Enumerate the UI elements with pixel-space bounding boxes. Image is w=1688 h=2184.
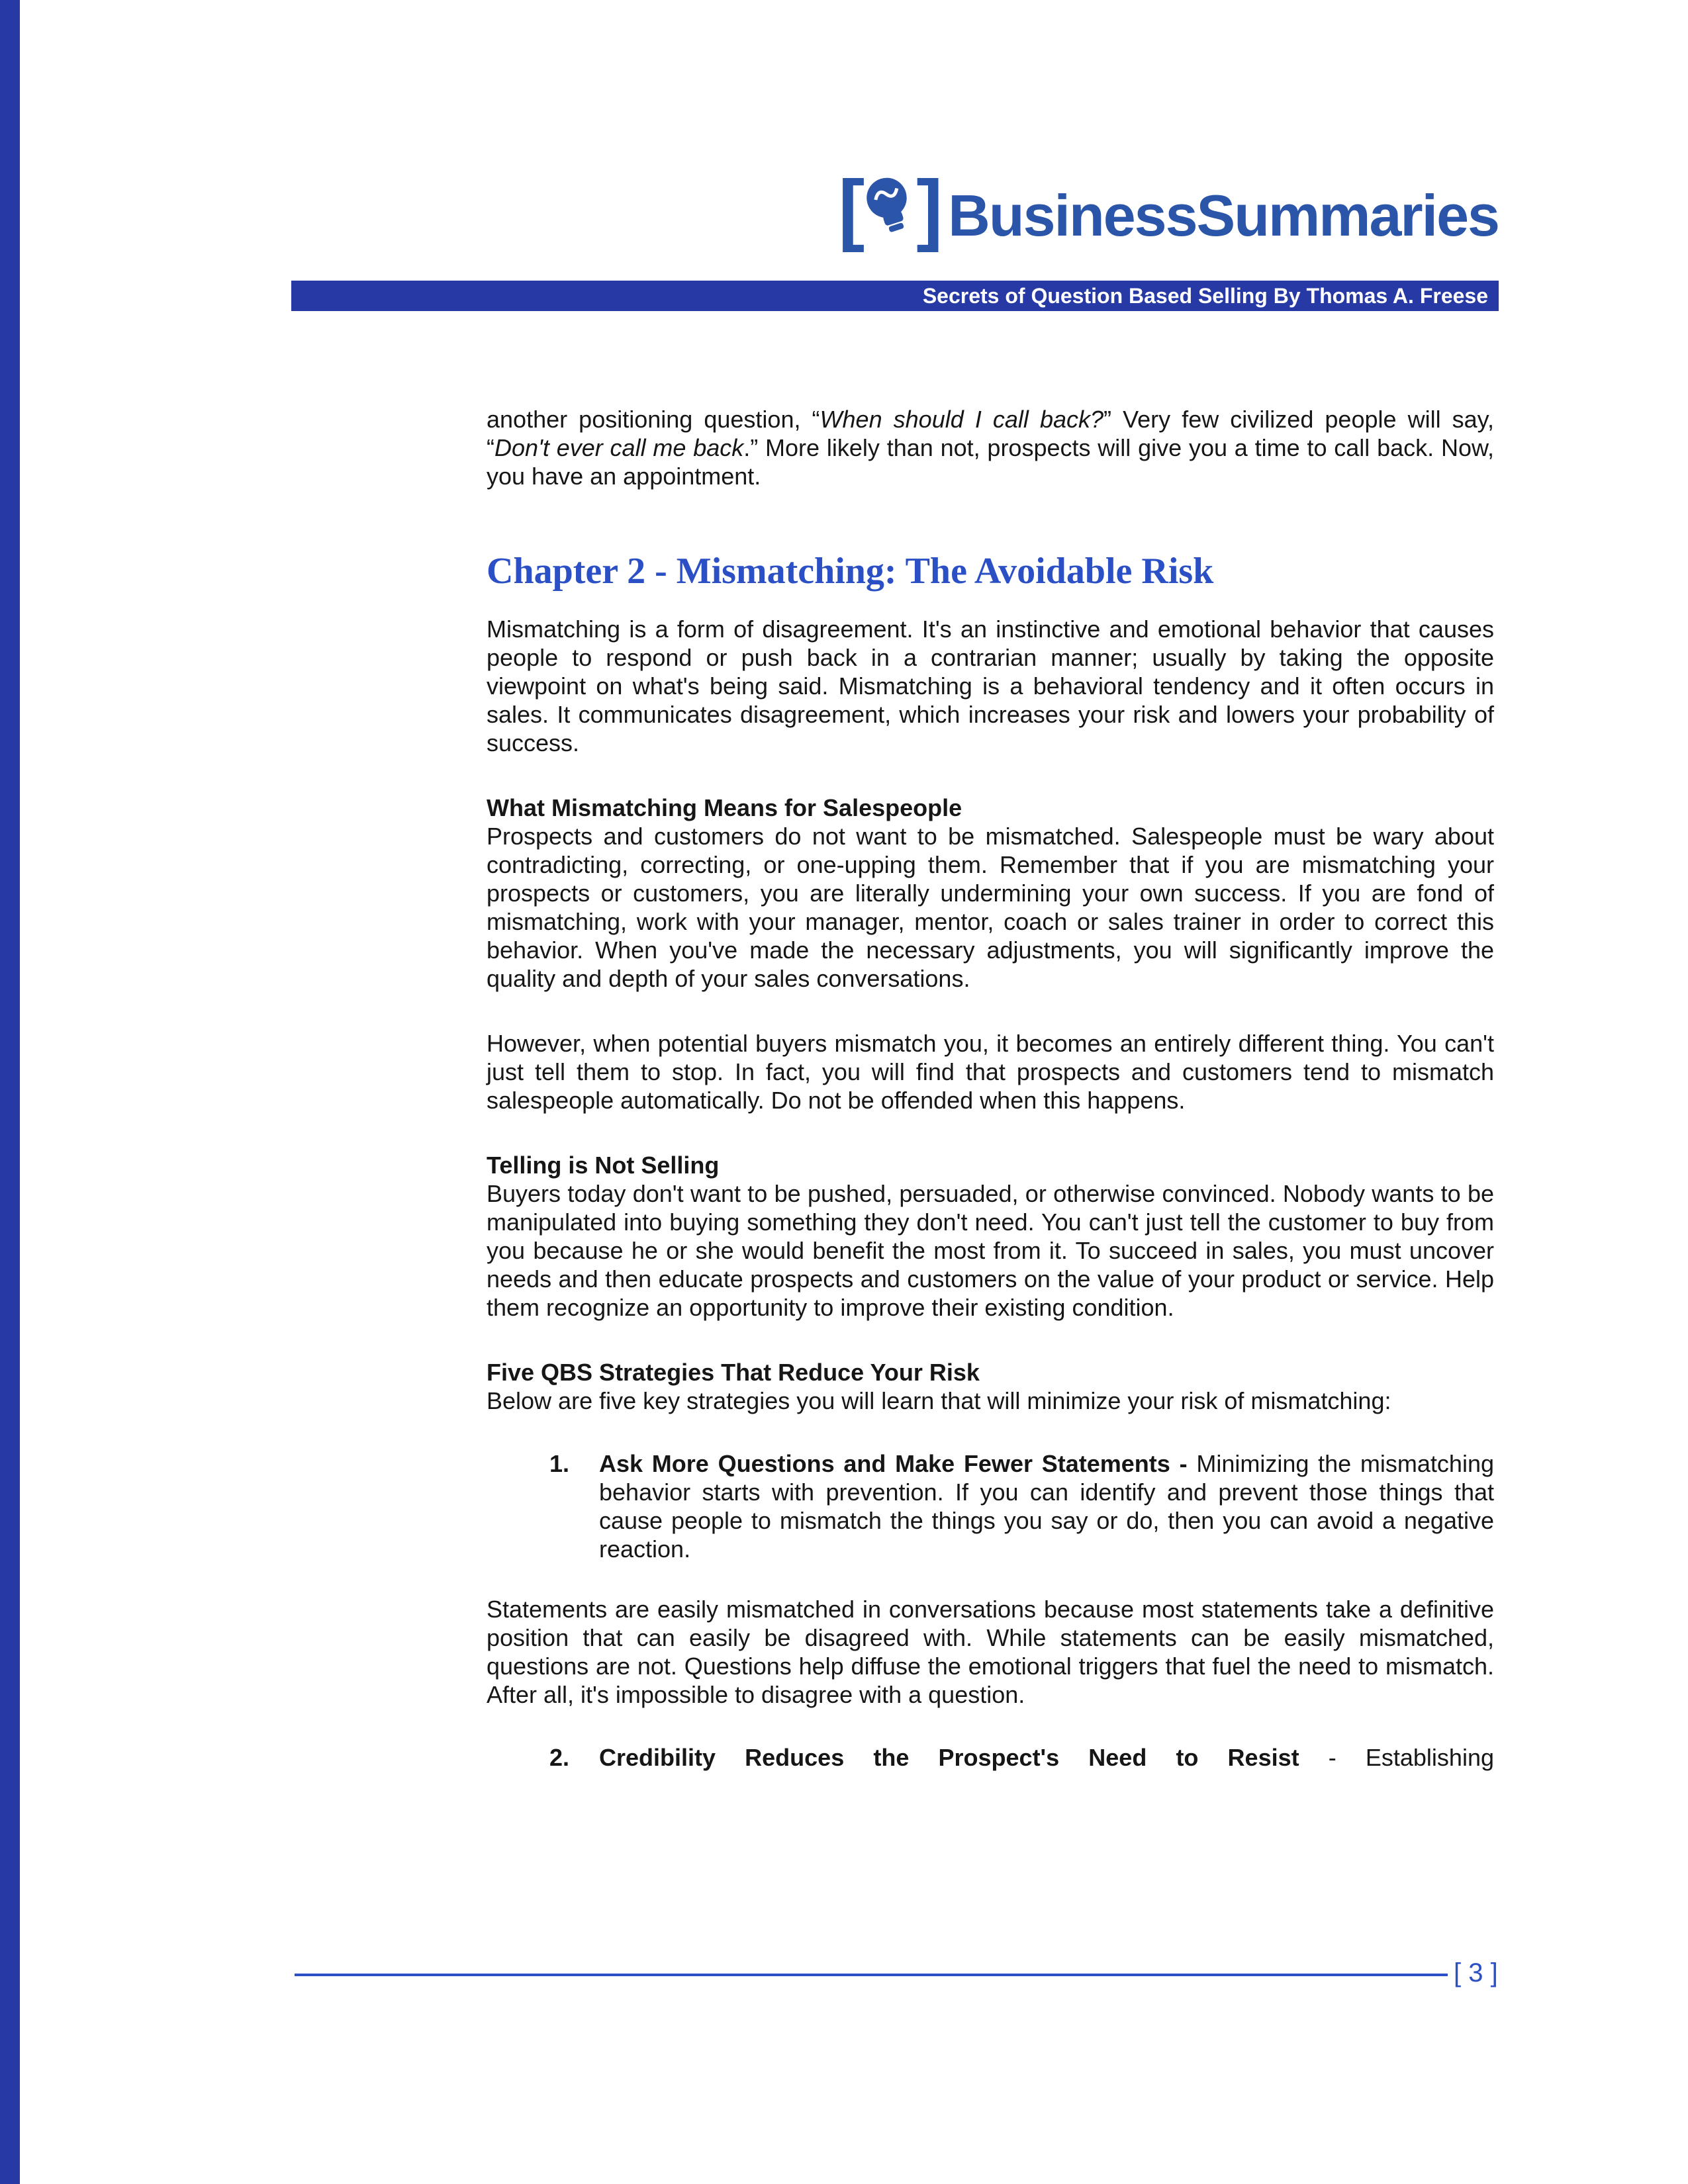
list-item-1-number: 1. bbox=[549, 1449, 570, 1477]
list-item-2-text bbox=[599, 1743, 1494, 1772]
header-bar bbox=[291, 281, 1499, 311]
salespeople-paragraph-1: Prospects and customers do not want to be mismatched. Salespeople must be wary about contradicting, correcting, or one-upping them. Remember that if you are mismatching your prospects or customers, you are literally undermining your own success. If you are fond of mismatching, work with your manager, mentor, coach or sales trainer in order to correct this behavior. When you've made the necessary adjustments, you will significantly improve the quality and depth of your sales conversations. bbox=[487, 822, 1494, 992]
subheading-what-mismatching-means: What Mismatching Means for Salespeople bbox=[487, 794, 962, 821]
brand-name: BusinessSummaries bbox=[948, 182, 1499, 248]
list-item-2-lead: Credibility Reduces the Prospect's Need to Resist bbox=[599, 1743, 1329, 1771]
logo-bracket-left: [ bbox=[838, 164, 865, 253]
logo-bracket-right: ] bbox=[916, 164, 943, 253]
subheading-five-qbs-strategies: Five QBS Strategies That Reduce Your Risk bbox=[487, 1358, 980, 1386]
salespeople-paragraph-2: However, when potential buyers mismatch you, it becomes an entirely different thing. You can't just tell them to stop. In fact, you will find that prospects and customers tend to mismatch salespeople automatically. Do not be offended when this happens. bbox=[487, 1029, 1494, 1114]
list-item-1 bbox=[487, 1449, 1494, 1563]
intro-text-2: ” Very few civilized people will say, “ bbox=[487, 406, 1495, 461]
telling-paragraph: Buyers today don't want to be pushed, persuaded, or otherwise convinced. Nobody wants to be manipulated into buying something they don't need. You can't just tell the customer to buy from you because he or she would benefit the most from it. To succeed in sales, you must uncover needs and then educate prospects and customers on the value of your product or service. Help them recognize an opportunity to improve their existing condition. bbox=[487, 1179, 1494, 1321]
lightbulb-icon bbox=[862, 172, 919, 246]
intro-text-3: .” More likely than not, prospects will give you a time to call back. Now, you have an appointment. bbox=[487, 434, 1494, 490]
list-item-1-continuation: Statements are easily mismatched in conversations because most statements take a definitive position that can easily be disagreed with. While statements can be easily mismatched, questions are not. Questions help diffuse the emotional triggers that fuel the need to mismatch. After all, it's impossible to disagree with a question. bbox=[487, 1595, 1494, 1708]
header-bar-title: Secrets of Question Based Selling By Thomas A. Freese bbox=[922, 284, 1488, 308]
page-number: [ 3 ] bbox=[1454, 1958, 1498, 1987]
list-item-2-number: 2. bbox=[549, 1743, 570, 1771]
intro-quote-2: Don't ever call me back bbox=[494, 434, 744, 461]
footer-rule bbox=[295, 1974, 1448, 1976]
list-item-1-lead: Ask More Questions and Make Fewer Statements - bbox=[599, 1449, 1197, 1477]
list-item-2 bbox=[487, 1743, 1494, 1772]
five-strategies-paragraph: Below are five key strategies you will learn that will minimize your risk of mismatching: bbox=[487, 1387, 1391, 1414]
intro-quote-1: When should I call back? bbox=[820, 406, 1104, 433]
chapter-intro-paragraph: Mismatching is a form of disagreement. It's an instinctive and emotional behavior that causes people to respond or push back in a contrarian manner; usually by taking the opposite viewpoint on what's being said. Mismatching is a behavioral tendency and it often occurs in sales. It communicates disagreement, which increases your risk and lowers your probability of success. bbox=[487, 615, 1494, 756]
list-item-1-text bbox=[599, 1449, 1494, 1563]
subheading-telling-is-not-selling: Telling is Not Selling bbox=[487, 1151, 720, 1179]
intro-text-1: another positioning question, “ bbox=[487, 406, 820, 433]
list-item-2-body: - Establishing bbox=[1328, 1743, 1494, 1771]
brand-logo bbox=[838, 164, 1499, 253]
page-content bbox=[487, 405, 1494, 1772]
left-margin-stripe bbox=[0, 0, 20, 2184]
chapter-heading: Chapter 2 - Mismatching: The Avoidable Risk bbox=[487, 551, 1214, 592]
list-item-1-body: Minimizing the mismatching behavior starts with prevention. If you can identify and prevent those things that cause people to mismatch the things you say or do, then you can avoid a negative reaction. bbox=[599, 1449, 1494, 1563]
intro-paragraph bbox=[487, 405, 1494, 490]
